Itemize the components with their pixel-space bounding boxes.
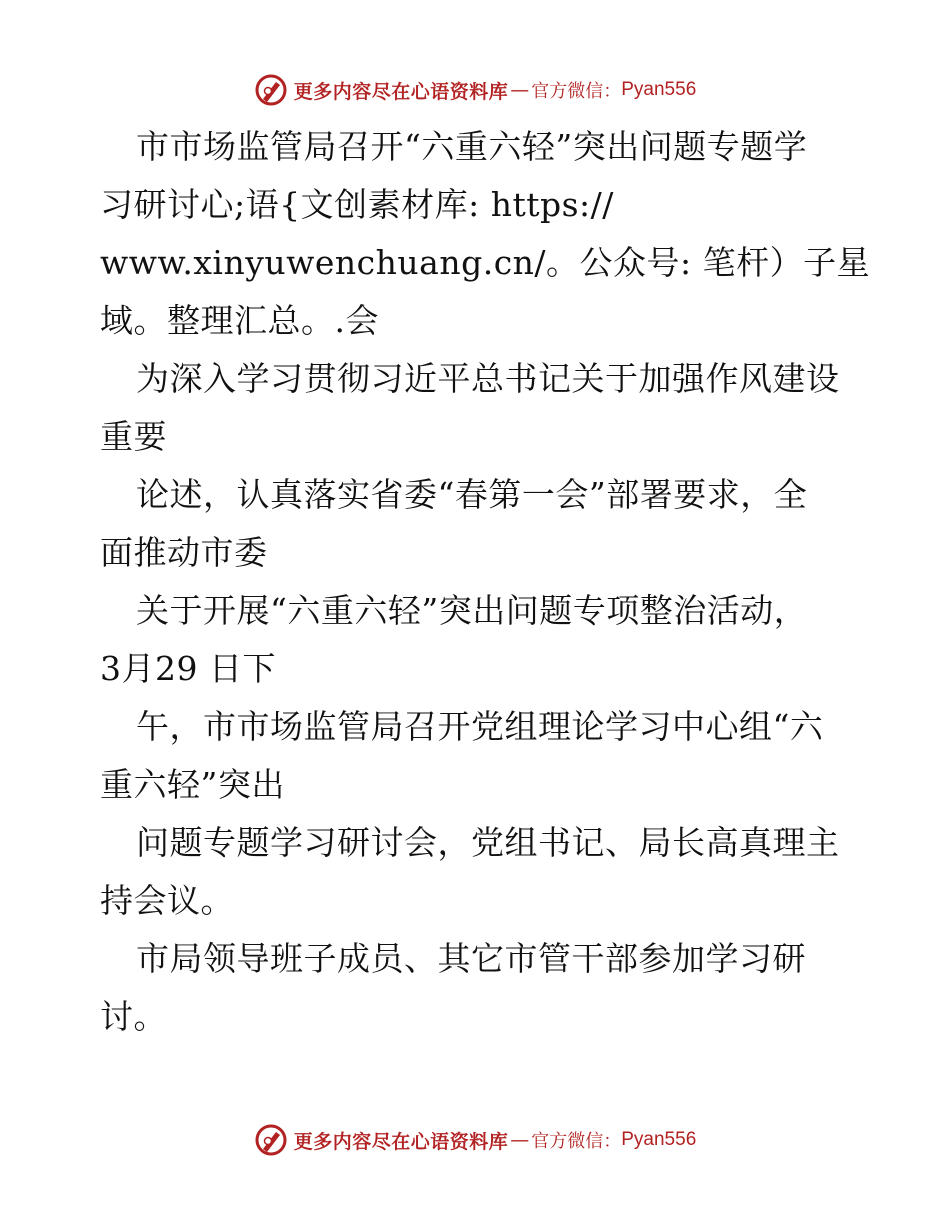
body-line: 重要 bbox=[100, 417, 167, 456]
body-line: 重六轻”突出 bbox=[100, 765, 285, 804]
body-line: 午，市市场监管局召开党组理论学习中心组“六 bbox=[136, 707, 824, 746]
body-line: 域。整理汇总。.会 bbox=[100, 301, 379, 340]
header-weixin-id: Pyan556 bbox=[621, 79, 697, 100]
document-body bbox=[100, 118, 871, 1046]
body-line: 3月29 日下 bbox=[100, 649, 276, 688]
body-line: www.xinyuwenchuang.cn/。公众号: 笔杆）子星 bbox=[100, 243, 871, 282]
footer-separator: — bbox=[510, 1129, 530, 1151]
footer-slogan: 更多内容尽在心语资料库 bbox=[293, 1130, 509, 1153]
body-line: 面推动市委 bbox=[100, 533, 268, 572]
pen-circle-icon bbox=[254, 1123, 288, 1157]
header-weixin-label: 官方微信： bbox=[531, 81, 622, 102]
header-banner bbox=[0, 70, 950, 110]
pen-circle-icon bbox=[254, 73, 288, 107]
header-separator: — bbox=[510, 79, 530, 101]
body-line: 讨。 bbox=[100, 997, 167, 1036]
footer-banner bbox=[0, 1120, 950, 1160]
body-line: 市局领导班子成员、其它市管干部参加学习研 bbox=[136, 939, 806, 978]
footer-weixin-label: 官方微信： bbox=[531, 1131, 622, 1152]
body-line: 持会议。 bbox=[100, 881, 234, 920]
footer-weixin-id: Pyan556 bbox=[621, 1129, 697, 1150]
body-line: 关于开展“六重六轻”突出问题专项整治活动， bbox=[136, 591, 808, 630]
body-line: 问题专题学习研讨会，党组书记、局长高真理主 bbox=[136, 823, 840, 862]
header-slogan: 更多内容尽在心语资料库 bbox=[293, 80, 509, 103]
body-line: 习研讨心;语{文创素材库: https:// bbox=[100, 185, 614, 224]
body-line: 论述，认真落实省委“春第一会”部署要求，全 bbox=[136, 475, 808, 514]
body-line: 为深入学习贯彻习近平总书记关于加强作风建设 bbox=[136, 359, 840, 398]
body-line: 市市场监管局召开“六重六轻”突出问题专题学 bbox=[136, 127, 808, 166]
